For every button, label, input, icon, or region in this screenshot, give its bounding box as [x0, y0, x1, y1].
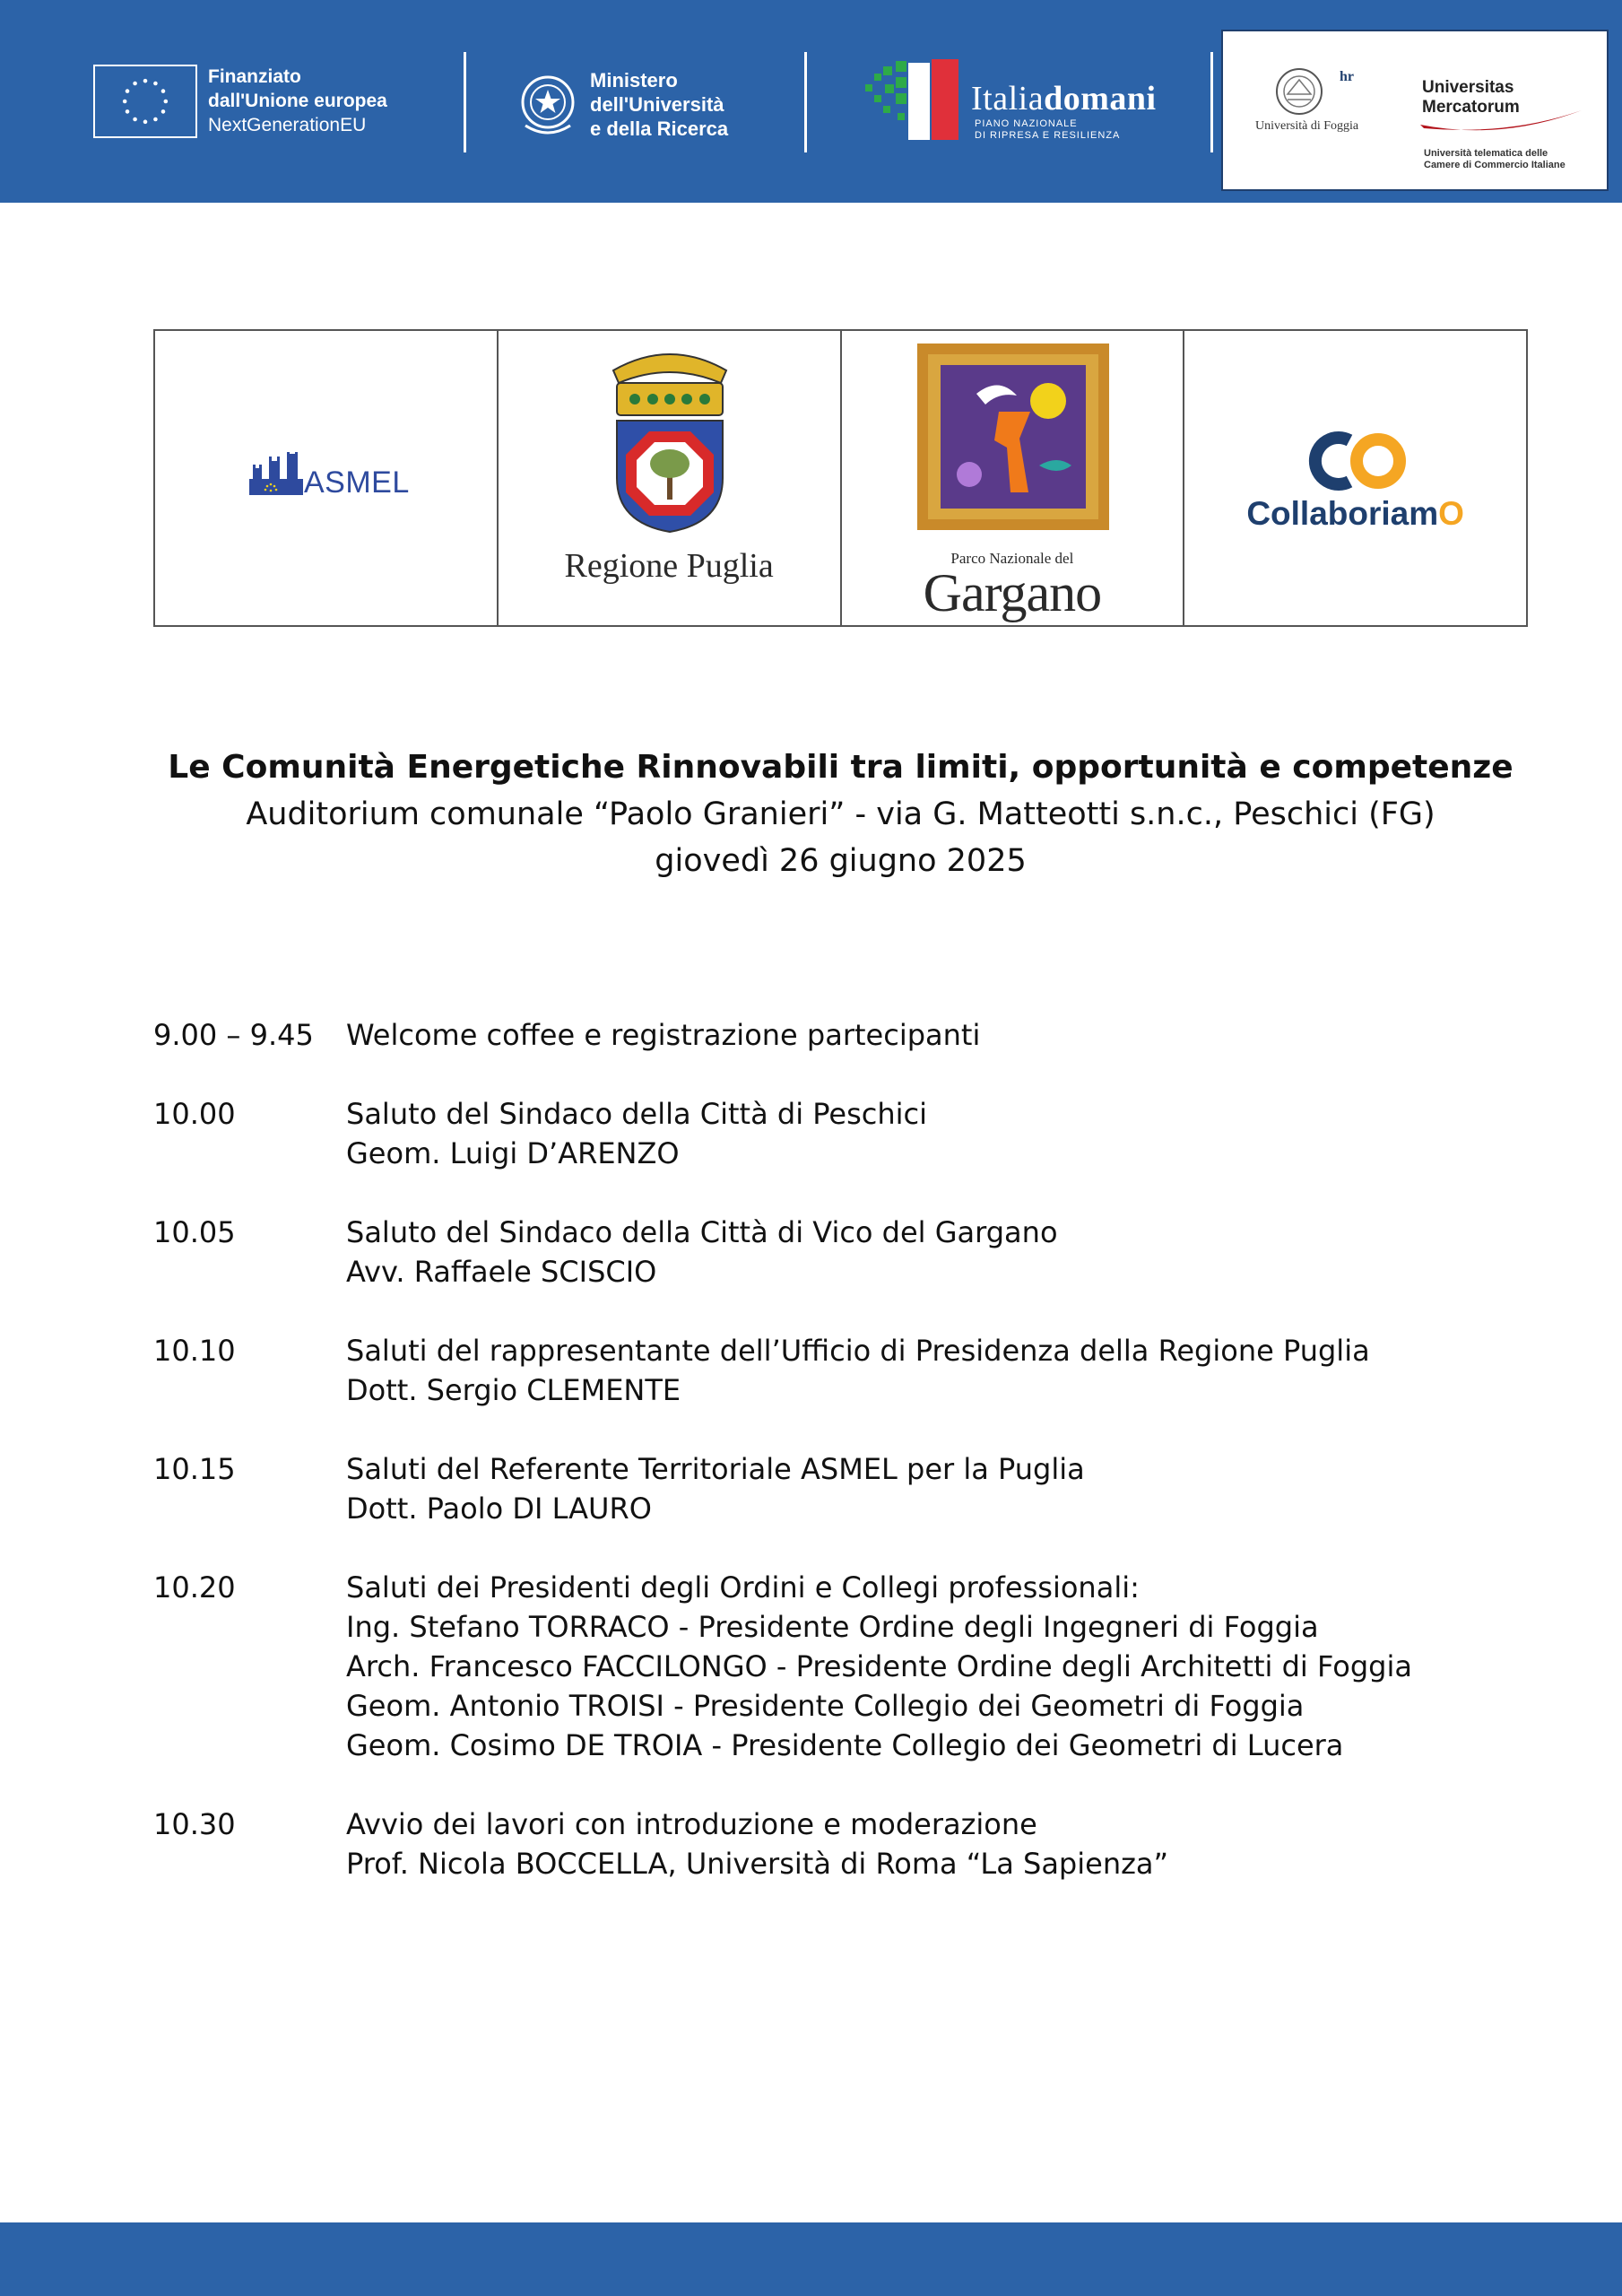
programme-item: [153, 1213, 1528, 1292]
programme-activity: Saluti del Referente Territoriale ASMEL per la Puglia: [346, 1452, 1085, 1486]
programme-details: [346, 1015, 1528, 1055]
header-divider: [464, 52, 466, 152]
mur-text: [590, 68, 728, 141]
mercatorum-sub-1: Università telematica delle: [1424, 148, 1548, 159]
italiadomani-wordmark: [971, 79, 1157, 118]
programme-item: [153, 1568, 1528, 1765]
programme-time: 10.05: [153, 1215, 236, 1249]
mercatorum-line-1: Universitas: [1422, 78, 1514, 97]
parco-gargano-name: Gargano: [923, 563, 1102, 622]
programme-time: 10.20: [153, 1570, 236, 1605]
programme-details: [346, 1094, 1528, 1173]
programme-activity: Welcome coffee e registrazione partecipanti: [346, 1018, 981, 1052]
eu-funding-text: [208, 65, 387, 137]
programme-speaker: Geom. Cosimo DE TROIA - Presidente Collegio dei Geometri di Lucera: [346, 1728, 1344, 1762]
eu-flag-icon: [93, 65, 197, 138]
event-title: Le Comunità Energetiche Rinnovabili tra limiti, opportunità e competenze: [168, 749, 1514, 786]
unifg-name: Università di Foggia: [1255, 119, 1359, 133]
programme-item: [153, 1015, 1528, 1055]
event-title-block: [153, 744, 1528, 884]
programme-item: [153, 1449, 1528, 1528]
header-divider: [804, 52, 807, 152]
programme-activity: Saluti dei Presidenti degli Ordini e Collegi professionali:: [346, 1570, 1140, 1605]
footer-band: [0, 2222, 1622, 2296]
eu-line-1: Finanziato: [208, 66, 301, 87]
asmel-wordmark: ASMEL: [304, 465, 410, 500]
programme-speaker: Dott. Sergio CLEMENTE: [346, 1373, 681, 1407]
programme-speaker: Ing. Stefano TORRACO - Presidente Ordine degli Ingegneri di Foggia: [346, 1610, 1319, 1644]
partner-cell-regione-puglia: [499, 331, 842, 625]
unifg-seal-icon: [1275, 67, 1323, 116]
collaboriamo-co-icon: [1305, 430, 1410, 492]
mur-line-2: dell'Università: [590, 93, 724, 116]
programme-details: [346, 1331, 1528, 1410]
programme-speaker: Geom. Luigi D’ARENZO: [346, 1136, 680, 1170]
mercatorum-line-2: Mercatorum: [1422, 98, 1520, 117]
programme-list: [153, 1015, 1528, 1923]
programme-time: 10.00: [153, 1097, 236, 1131]
programme-activity: Avvio dei lavori con introduzione e moderazione: [346, 1807, 1037, 1841]
programme-item: [153, 1094, 1528, 1173]
collaboriamo-word-o: O: [1438, 495, 1464, 532]
header-divider: [1210, 52, 1213, 152]
partner-logos-table: [153, 329, 1528, 627]
programme-speaker: Avv. Raffaele SCISCIO: [346, 1255, 657, 1289]
eu-line-3: NextGenerationEU: [208, 115, 367, 135]
programme-activity: Saluto del Sindaco della Città di Peschici: [346, 1097, 928, 1131]
italian-republic-emblem-icon: [518, 70, 577, 138]
collaboriamo-word-main: Collaboriam: [1246, 495, 1439, 532]
mercatorum-subtitle: [1424, 148, 1566, 171]
mercatorum-sub-2: Camere di Commercio Italiane: [1424, 160, 1566, 170]
programme-details: [346, 1213, 1528, 1292]
partner-cell-asmel: [155, 331, 499, 625]
event-venue: Auditorium comunale “Paolo Granieri” - via G. Matteotti s.n.c., Peschici (FG): [246, 796, 1436, 832]
italiadomani-word-light: Italia: [971, 80, 1045, 117]
programme-activity: Saluto del Sindaco della Città di Vico del Gargano: [346, 1215, 1058, 1249]
programme-activity: Saluti del rappresentante dell’Ufficio di Presidenza della Regione Puglia: [346, 1334, 1370, 1368]
italiadomani-sub-2: DI RIPRESA E RESILIENZA: [975, 130, 1121, 141]
regione-puglia-crest-icon: [604, 344, 735, 534]
event-date: giovedì 26 giugno 2025: [655, 843, 1027, 879]
collaboriamo-wordmark: [1184, 495, 1526, 533]
parco-gargano-art-icon: [914, 340, 1113, 534]
programme-time: 10.10: [153, 1334, 236, 1368]
programme-speaker: Prof. Nicola BOCCELLA, Università di Roma “La Sapienza”: [346, 1847, 1169, 1881]
programme-speaker: Arch. Francesco FACCILONGO - Presidente Ordine degli Architetti di Foggia: [346, 1649, 1412, 1683]
programme-details: [346, 1568, 1528, 1765]
italiadomani-word-bold: domani: [1044, 80, 1157, 117]
programme-speaker: Dott. Paolo DI LAURO: [346, 1492, 652, 1526]
university-logos-box: [1221, 30, 1609, 191]
mur-line-3: e della Ricerca: [590, 117, 729, 140]
mur-line-1: Ministero: [590, 69, 678, 91]
asmel-castle-icon: [249, 452, 303, 495]
header-band: [0, 0, 1622, 203]
italiadomani-sub-1: PIANO NAZIONALE: [975, 118, 1078, 129]
programme-time: 10.30: [153, 1807, 236, 1841]
regione-puglia-name: Regione Puglia: [564, 547, 774, 585]
programme-time: 10.15: [153, 1452, 236, 1486]
italiadomani-subtitle: [975, 118, 1120, 142]
parco-gargano-small-text: Parco Nazionale del: [950, 550, 1074, 567]
programme-details: [346, 1805, 1528, 1883]
eu-line-2: dall'Unione europea: [208, 91, 387, 111]
programme-speaker: Geom. Antonio TROISI - Presidente Collegio dei Geometri di Foggia: [346, 1689, 1305, 1723]
programme-item: [153, 1331, 1528, 1410]
programme-details: [346, 1449, 1528, 1528]
partner-cell-collaboriamo: [1184, 331, 1526, 625]
partner-cell-parco-gargano: [842, 331, 1185, 625]
italiadomani-flag-mark-icon: [865, 57, 966, 144]
programme-time: 9.00 – 9.45: [153, 1018, 314, 1052]
unifg-hr-badge: hr: [1340, 69, 1354, 84]
mercatorum-swoosh-icon: [1411, 109, 1591, 144]
programme-item: [153, 1805, 1528, 1883]
